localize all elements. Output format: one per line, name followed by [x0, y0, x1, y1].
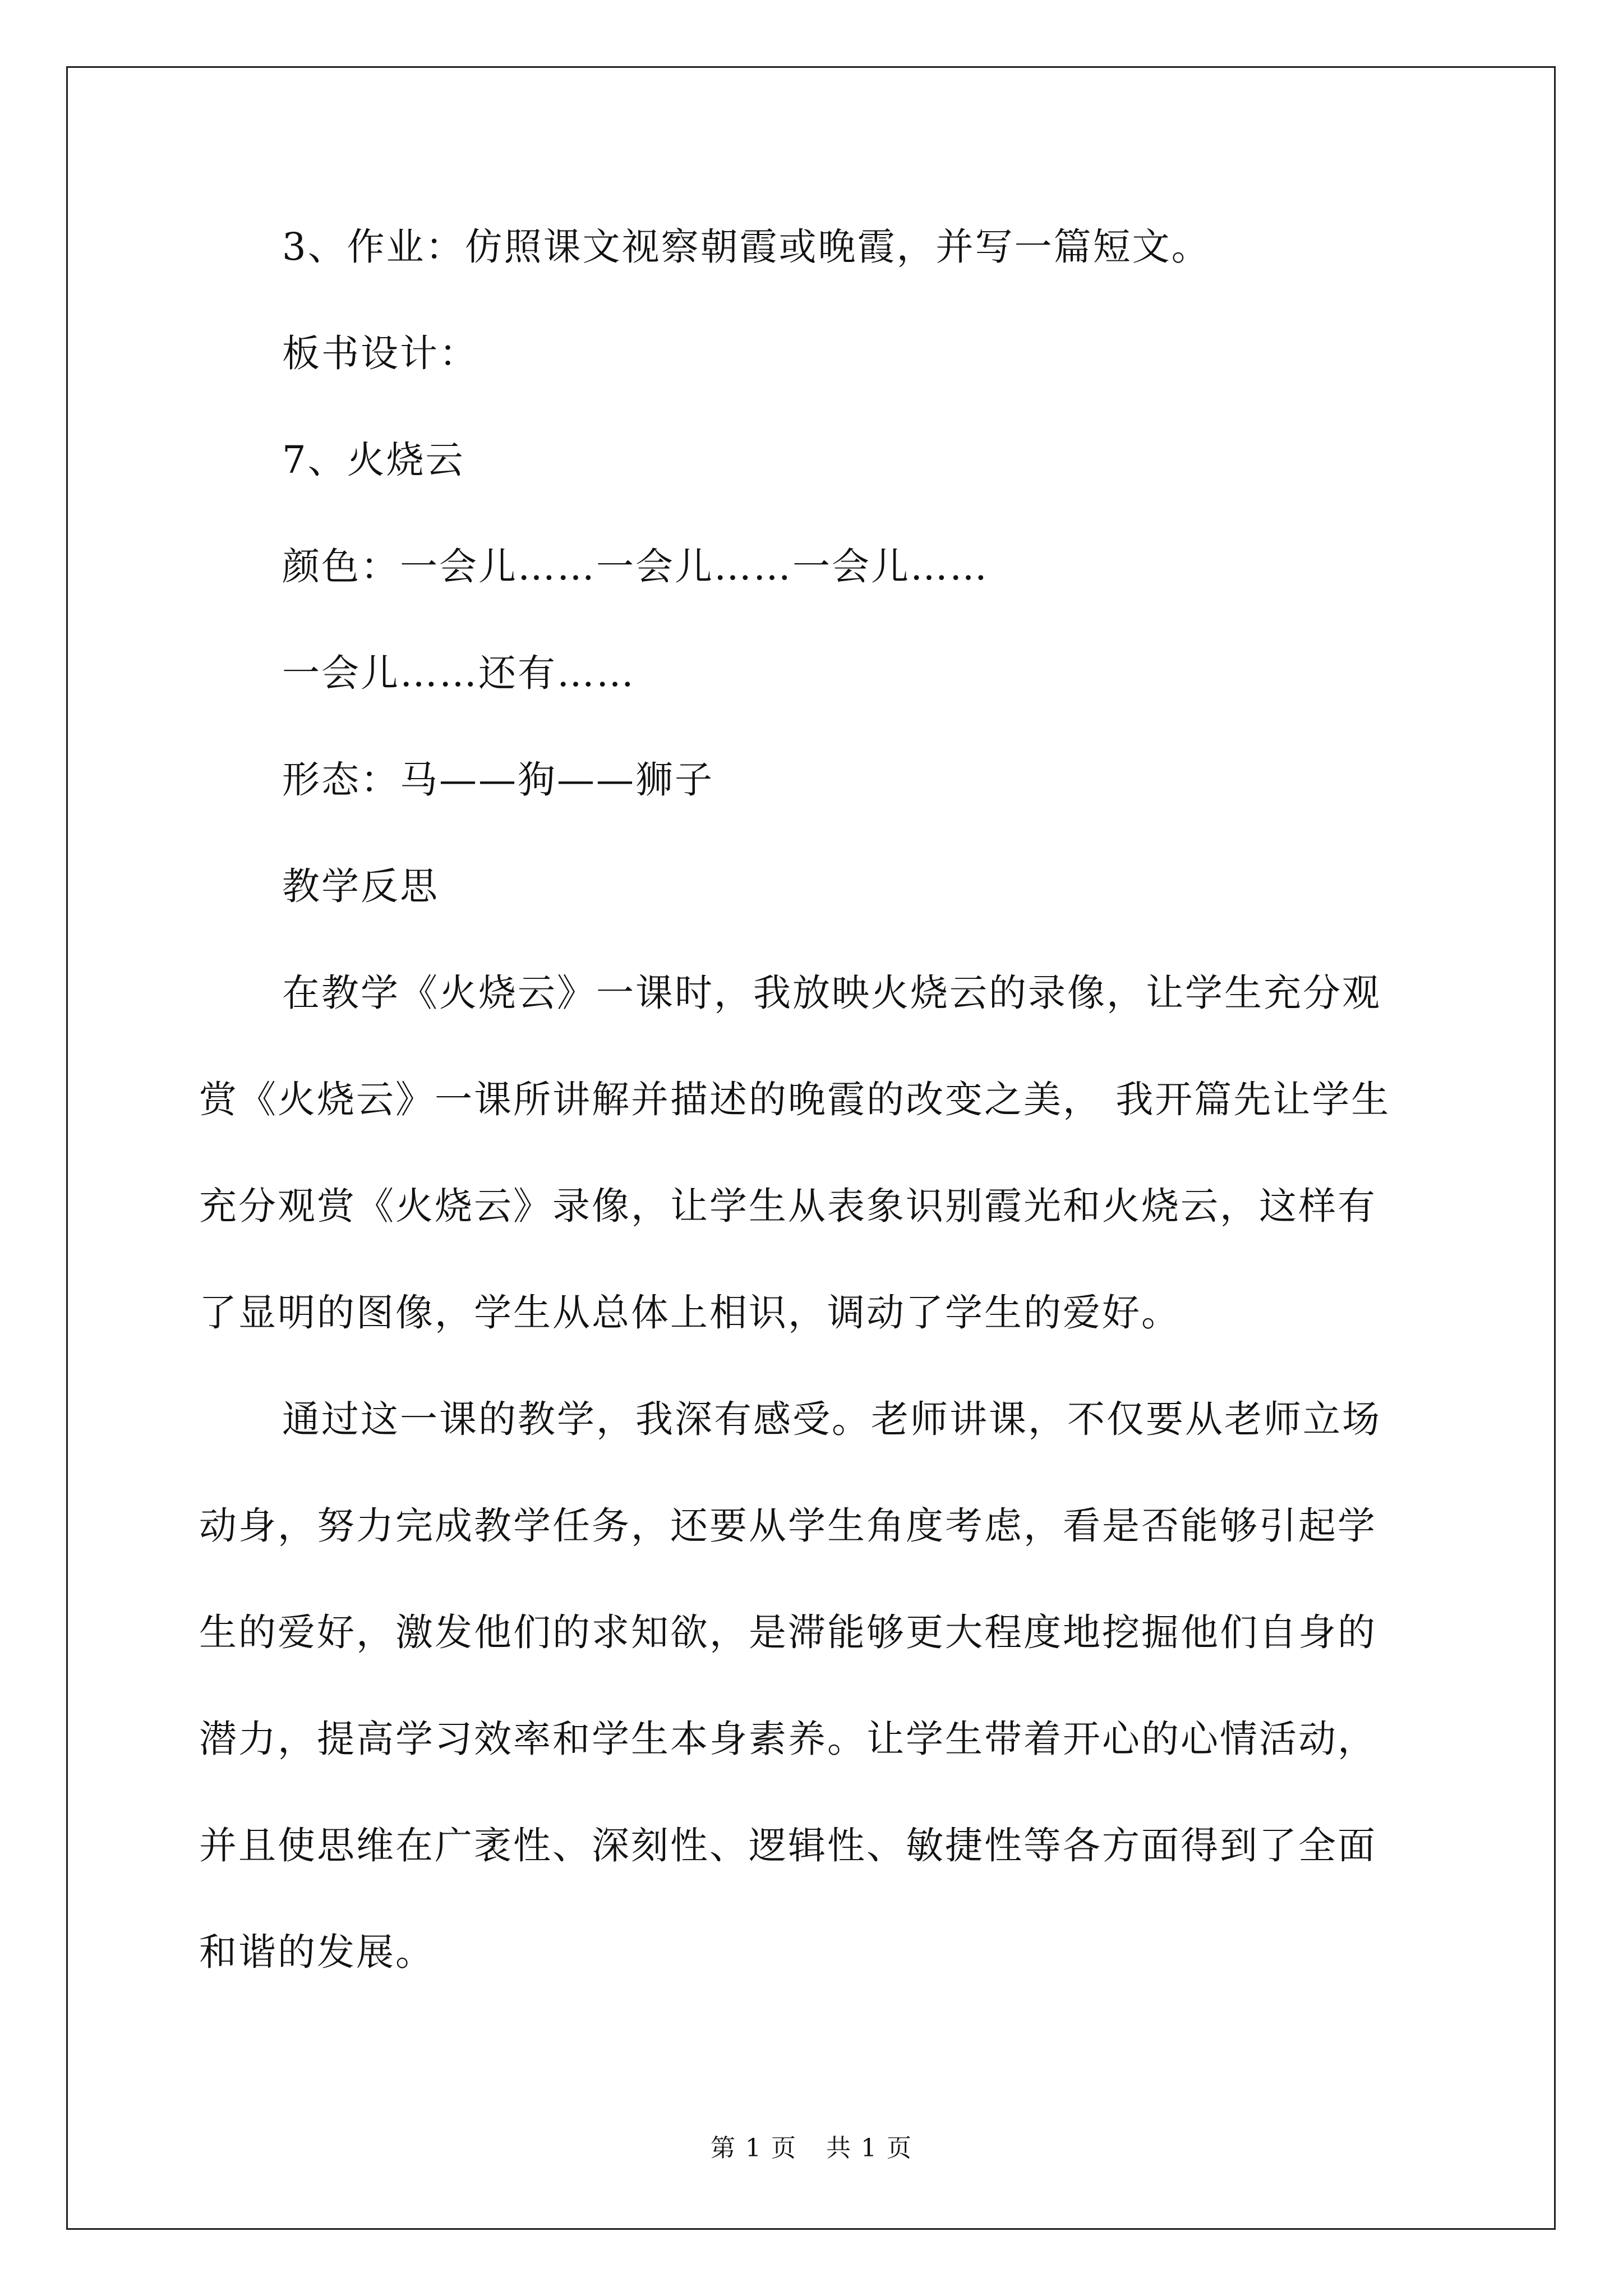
- board-design-heading: 板书设计：: [282, 332, 478, 375]
- page-number: 第 1 页: [711, 2134, 797, 2162]
- paragraph-line: 在教学《火烧云》一课时，我放映火烧云的录像，让学生充分观: [282, 971, 1381, 1015]
- paragraph-line: 动身，努力完成教学任务，还要从学生角度考虑，看是否能够引起学: [199, 1504, 1377, 1548]
- reflection-heading: 教学反思: [282, 864, 439, 908]
- lesson-title: 7、火烧云: [282, 438, 465, 482]
- homework-line: 3、作业：仿照课文视察朝霞或晚霞，并写一篇短文。: [282, 225, 1211, 269]
- paragraph-line: 和谐的发展。: [199, 1930, 435, 1974]
- page-footer: [0, 2132, 1623, 2165]
- color-line-continued: 一会儿……还有……: [282, 651, 635, 695]
- reflection-paragraph-2: [199, 1391, 1433, 1980]
- page-total: 共 1 页: [826, 2134, 912, 2162]
- document-body: [199, 219, 1433, 1980]
- reflection-paragraph-1: [199, 965, 1433, 1341]
- paragraph-line: 生的爱好，激发他们的求知欲，是滞能够更大程度地挖掘他们自身的: [199, 1611, 1377, 1654]
- paragraph-line: 赏《火烧云》一课所讲解并描述的晚霞的改变之美， 我开篇先让学生: [199, 1078, 1391, 1121]
- paragraph-line: 潜力，提高学习效率和学生本身素养。让学生带着开心的心情活动，: [199, 1717, 1377, 1761]
- paragraph-line: 充分观赏《火烧云》录像，让学生从表象识别霞光和火烧云，这样有: [199, 1184, 1377, 1228]
- paragraph-line: 了显明的图像，学生从总体上相识，调动了学生的爱好。: [199, 1291, 1181, 1335]
- paragraph-line: 并且使思维在广袤性、深刻性、逻辑性、敏捷性等各方面得到了全面: [199, 1824, 1377, 1867]
- shape-line: 形态：马——狗——狮子: [282, 758, 714, 802]
- paragraph-line: 通过这一课的教学，我深有感受。老师讲课，不仅要从老师立场: [282, 1397, 1381, 1441]
- color-line: 颜色：一会儿……一会儿……一会儿……: [282, 545, 989, 588]
